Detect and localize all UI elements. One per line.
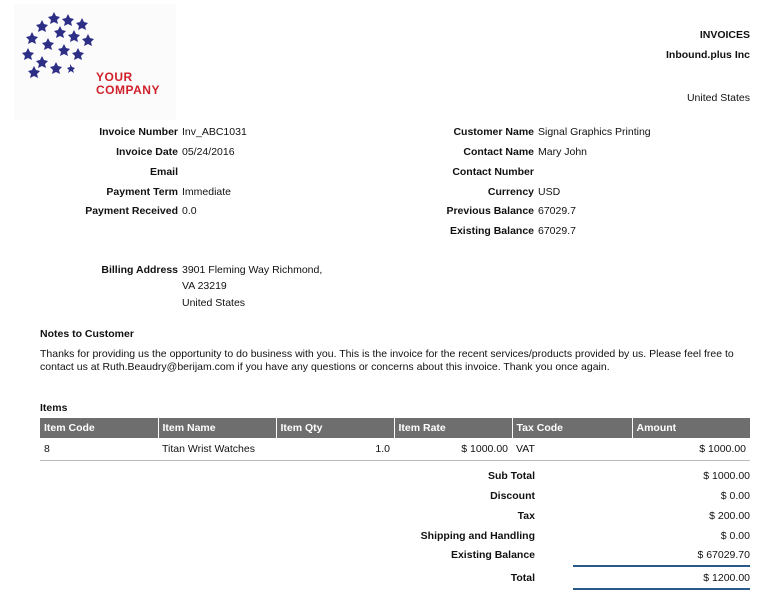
cell-tax-code: VAT bbox=[512, 438, 632, 461]
items-title: Items bbox=[40, 402, 68, 414]
shipping-label: Shipping and Handling bbox=[420, 530, 535, 542]
customer-name-label: Customer Name bbox=[453, 126, 534, 138]
total-label: Total bbox=[510, 572, 535, 584]
currency-label: Currency bbox=[487, 186, 534, 198]
issuer-company-name: Inbound.plus Inc bbox=[666, 49, 750, 61]
subtotal-label: Sub Total bbox=[487, 470, 535, 482]
payment-received-value: 0.0 bbox=[182, 205, 197, 217]
contact-number-label: Contact Number bbox=[452, 166, 534, 178]
payment-term-label: Payment Term bbox=[106, 186, 178, 198]
items-table bbox=[40, 418, 750, 461]
total-bottom-rule bbox=[573, 588, 750, 590]
invoice-number-value: Inv_ABC1031 bbox=[182, 126, 247, 138]
cell-amount: $ 1000.00 bbox=[632, 438, 750, 461]
summary-existing-balance-value: $ 67029.70 bbox=[697, 549, 750, 561]
shipping-value: $ 0.00 bbox=[720, 530, 750, 542]
billing-address-label: Billing Address bbox=[101, 264, 178, 276]
cell-item-qty: 1.0 bbox=[276, 438, 394, 461]
col-item-name: Item Name bbox=[158, 418, 276, 438]
document-title: INVOICES bbox=[699, 29, 750, 41]
invoice-date-label: Invoice Date bbox=[116, 146, 178, 158]
customer-name-value: Signal Graphics Printing bbox=[538, 126, 651, 138]
summary-existing-balance-label: Existing Balance bbox=[450, 549, 535, 561]
notes-text: Thanks for providing us the opportunity to do business with you. This is the invoice for the recent services/products provided by us. Please feel free to contact us at Ruth.Beaudry@berijam.com if you have any questions or concerns about this invoice. Thank you once again. bbox=[40, 348, 734, 373]
existing-balance-label: Existing Balance bbox=[449, 225, 534, 237]
cell-item-rate: $ 1000.00 bbox=[394, 438, 512, 461]
contact-name-value: Mary John bbox=[538, 146, 588, 158]
col-tax-code: Tax Code bbox=[512, 418, 632, 438]
cell-item-code: 8 bbox=[40, 438, 158, 461]
table-row bbox=[40, 438, 750, 461]
existing-balance-value: 67029.7 bbox=[538, 225, 576, 237]
currency-value: USD bbox=[538, 186, 561, 198]
tax-label: Tax bbox=[517, 510, 535, 522]
total-value: $ 1200.00 bbox=[703, 572, 750, 584]
company-logo bbox=[14, 4, 176, 120]
billing-address-line2: VA 23219 bbox=[182, 280, 227, 292]
logo-text-your: YOUR bbox=[96, 70, 133, 84]
total-top-rule bbox=[573, 565, 750, 567]
invoice-number-label: Invoice Number bbox=[99, 126, 178, 138]
contact-name-label: Contact Name bbox=[463, 146, 534, 158]
cell-item-name: Titan Wrist Watches bbox=[158, 438, 276, 461]
globe-stars-icon bbox=[14, 4, 104, 84]
previous-balance-label: Previous Balance bbox=[446, 205, 534, 217]
discount-label: Discount bbox=[490, 490, 535, 502]
issuer-country: United States bbox=[686, 92, 750, 104]
col-item-rate: Item Rate bbox=[394, 418, 512, 438]
payment-received-label: Payment Received bbox=[85, 205, 178, 217]
billing-address-line1: 3901 Fleming Way Richmond, bbox=[182, 264, 323, 276]
email-label: Email bbox=[149, 166, 178, 178]
col-item-qty: Item Qty bbox=[276, 418, 394, 438]
col-amount: Amount bbox=[632, 418, 750, 438]
invoice-date-value: 05/24/2016 bbox=[182, 146, 235, 158]
tax-value: $ 200.00 bbox=[709, 510, 750, 522]
subtotal-value: $ 1000.00 bbox=[703, 470, 750, 482]
items-header-row bbox=[40, 418, 750, 438]
logo-text-company: COMPANY bbox=[96, 83, 160, 97]
notes-title: Notes to Customer bbox=[40, 328, 134, 340]
billing-address-line3: United States bbox=[182, 297, 246, 309]
discount-value: $ 0.00 bbox=[720, 490, 750, 502]
previous-balance-value: 67029.7 bbox=[538, 205, 576, 217]
payment-term-value: Immediate bbox=[182, 186, 232, 198]
col-item-code: Item Code bbox=[40, 418, 158, 438]
